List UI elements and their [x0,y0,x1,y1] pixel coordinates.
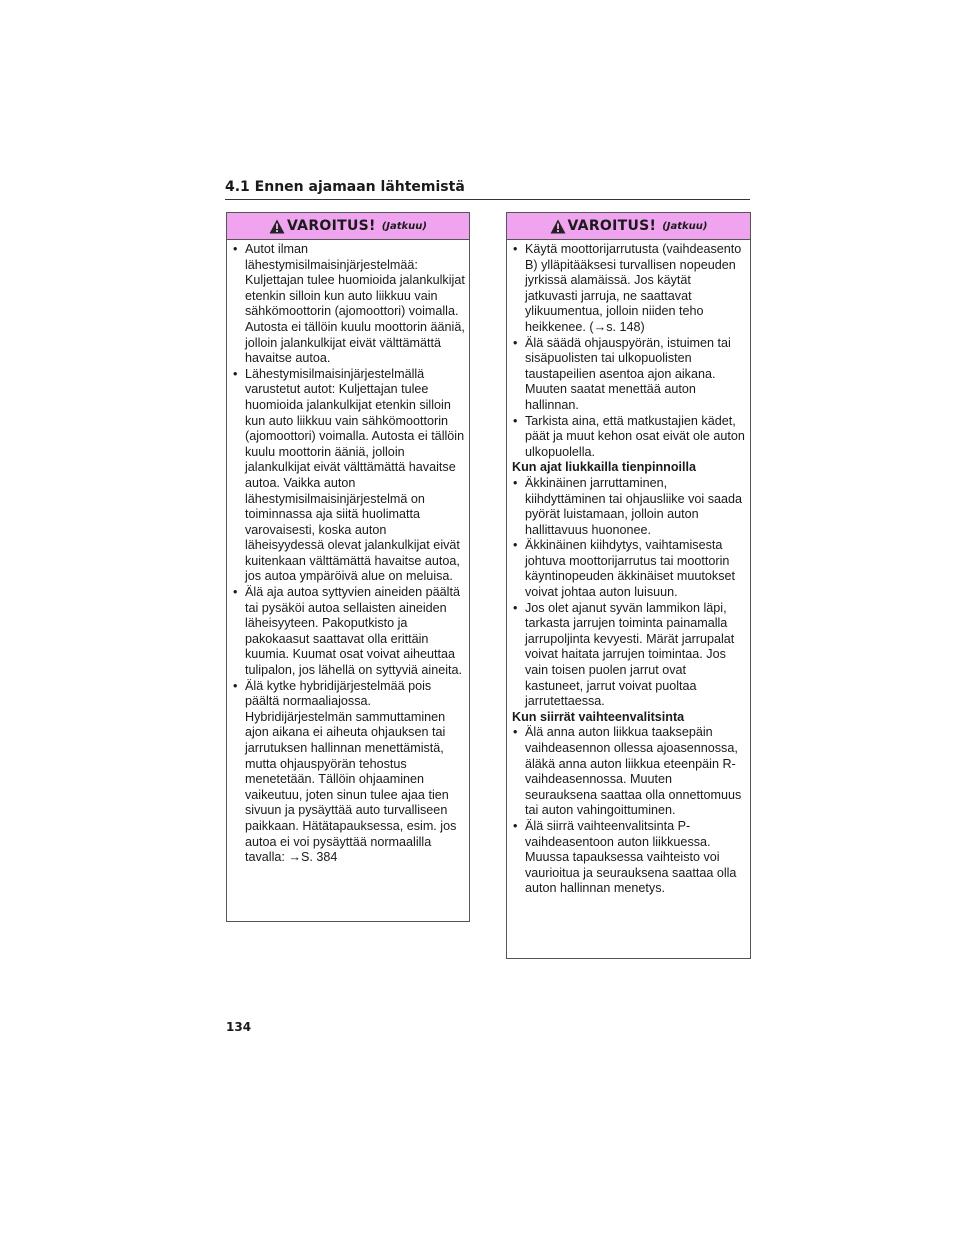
list-item: • Älä anna auton liikkua taaksepäin vaihdeasennon ollessa ajoasennossa, äläkä anna auton liikkua eteenpäin R-vaihdeasennossa. Muuten seurauksena saattaa olla onnettomuus tai auton vahingoittuminen. [512,725,746,819]
list-item: • Tarkista aina, että matkustajien kädet, päät ja muut kehon osat eivät ole auton ulkopuolella. [512,414,746,461]
list-item: • Älä siirrä vaihteenvalitsinta P-vaihdeasentoon auton liikkuessa. Muussa tapauksessa vaihteisto voi vaurioitua ja seurauksena saattaa olla auton hallinnan menetys. [512,819,746,897]
warning-body [227,240,469,866]
list-item: • Lähestymisilmaisinjärjestelmällä varustetut autot: Kuljettajan tulee huomioida jalankulkijat etenkin silloin kun auto liikkuu vain sähkömoottorin (ajomoottori) voimalla. Autosta ei tällöin kuulu moottorin ääniä, jolloin jalankulkijat eivät välttämättä havaitse autoa. Vaikka auton lähestymisilmaisinjärjestelmä on toiminnassa aja siitä huolimatta varovaisesti, koska auton läheisyydessä olevat jalankulkijat eivät kuitenkaan välttämättä havaitse autoa, jos autoa ympäröivä alue on meluisa. [232,367,465,585]
warning-subtitle: (Jatkuu) [381,220,427,232]
warning-body [507,240,750,897]
warning-title: VAROITUS! [567,218,657,234]
list-item: • Autot ilman lähestymisilmaisinjärjestelmää: Kuljettajan tulee huomioida jalankulkijat etenkin silloin kun auto liikkuu vain sähkömoottorin (ajomoottori) voimalla. Autosta ei tällöin kuulu moottorin ääniä, jolloin jalankulkijat eivät välttämättä havaitse autoa. [232,242,465,367]
warning-triangle-icon [269,219,285,234]
list-item: • Älä säädä ohjauspyörän, istuimen tai sisäpuolisten tai ulkopuolisten taustapeilien asentoa ajon aikana. Muuten saatat menettää auton hallinnan. [512,336,746,414]
warning-header [507,213,750,240]
subheading-shifting: Kun siirrät vaihteenvalitsinta [512,709,685,724]
warning-subtitle: (Jatkuu) [662,220,708,232]
list-item: • Äkkinäinen jarruttaminen, kiihdyttäminen tai ohjausliike voi saada pyörät luistamaan, jolloin auton hallittavuus huononee. [512,476,746,538]
list-item: • Äkkinäinen kiihdytys, vaihtamisesta johtuva moottorijarrutus tai moottorin käyntinopeuden äkkinäiset muutokset voivat johtaa auton luisuun. [512,538,746,600]
warning-box-right [506,212,751,959]
page-number: 134 [226,1020,252,1034]
list-item: • Käytä moottorijarrutusta (vaihdeasento B) ylläpitääksesi turvallisen nopeuden jyrkissä alamäissä. Jos käytät jatkuvasti jarruja, ne saattavat ylikuumentua, jolloin niiden teho heikkenee. (→s. 148) [512,242,746,336]
warning-triangle-icon [550,219,566,234]
subheading-slippery: Kun ajat liukkailla tienpinnoilla [512,460,697,475]
warning-header [227,213,469,240]
section-title: 4.1 Ennen ajamaan lähtemistä [225,179,750,200]
warning-box-left [226,212,470,922]
list-item: • Älä aja autoa syttyvien aineiden päältä tai pysäköi autoa sellaisten aineiden läheisyyteen. Pakoputkisto ja pakokaasut saattavat olla erittäin kuumia. Kuumat osat voivat aiheuttaa tulipalon, jos lähellä on syttyviä aineita. [232,585,465,679]
list-item: • Jos olet ajanut syvän lammikon läpi, tarkasta jarrujen toiminta painamalla jarrupoljinta kevyesti. Märät jarrupalat voivat haitata jarrujen toimintaa. Jos vain toisen puolen jarrut ovat kastuneet, jarrut voivat puoltaa jarrutettaessa. [512,601,746,710]
warning-title: VAROITUS! [287,218,376,234]
list-item: • Älä kytke hybridijärjestelmää pois päältä normaaliajossa. Hybridijärjestelmän sammuttaminen ajon aikana ei aiheuta ohjauksen tai jarrutuksen hallinnan menettämistä, mutta ohjauspyörän tehostus menetetään. Tällöin ohjaaminen vaikeutuu, joten sinun tulee ajaa tien sivuun ja pysäyttää auto turvalliseen paikkaan. Hätätapauksessa, esim. jos autoa ei voi pysäyttää normaalilla tavalla: →S. 384 [232,679,465,866]
